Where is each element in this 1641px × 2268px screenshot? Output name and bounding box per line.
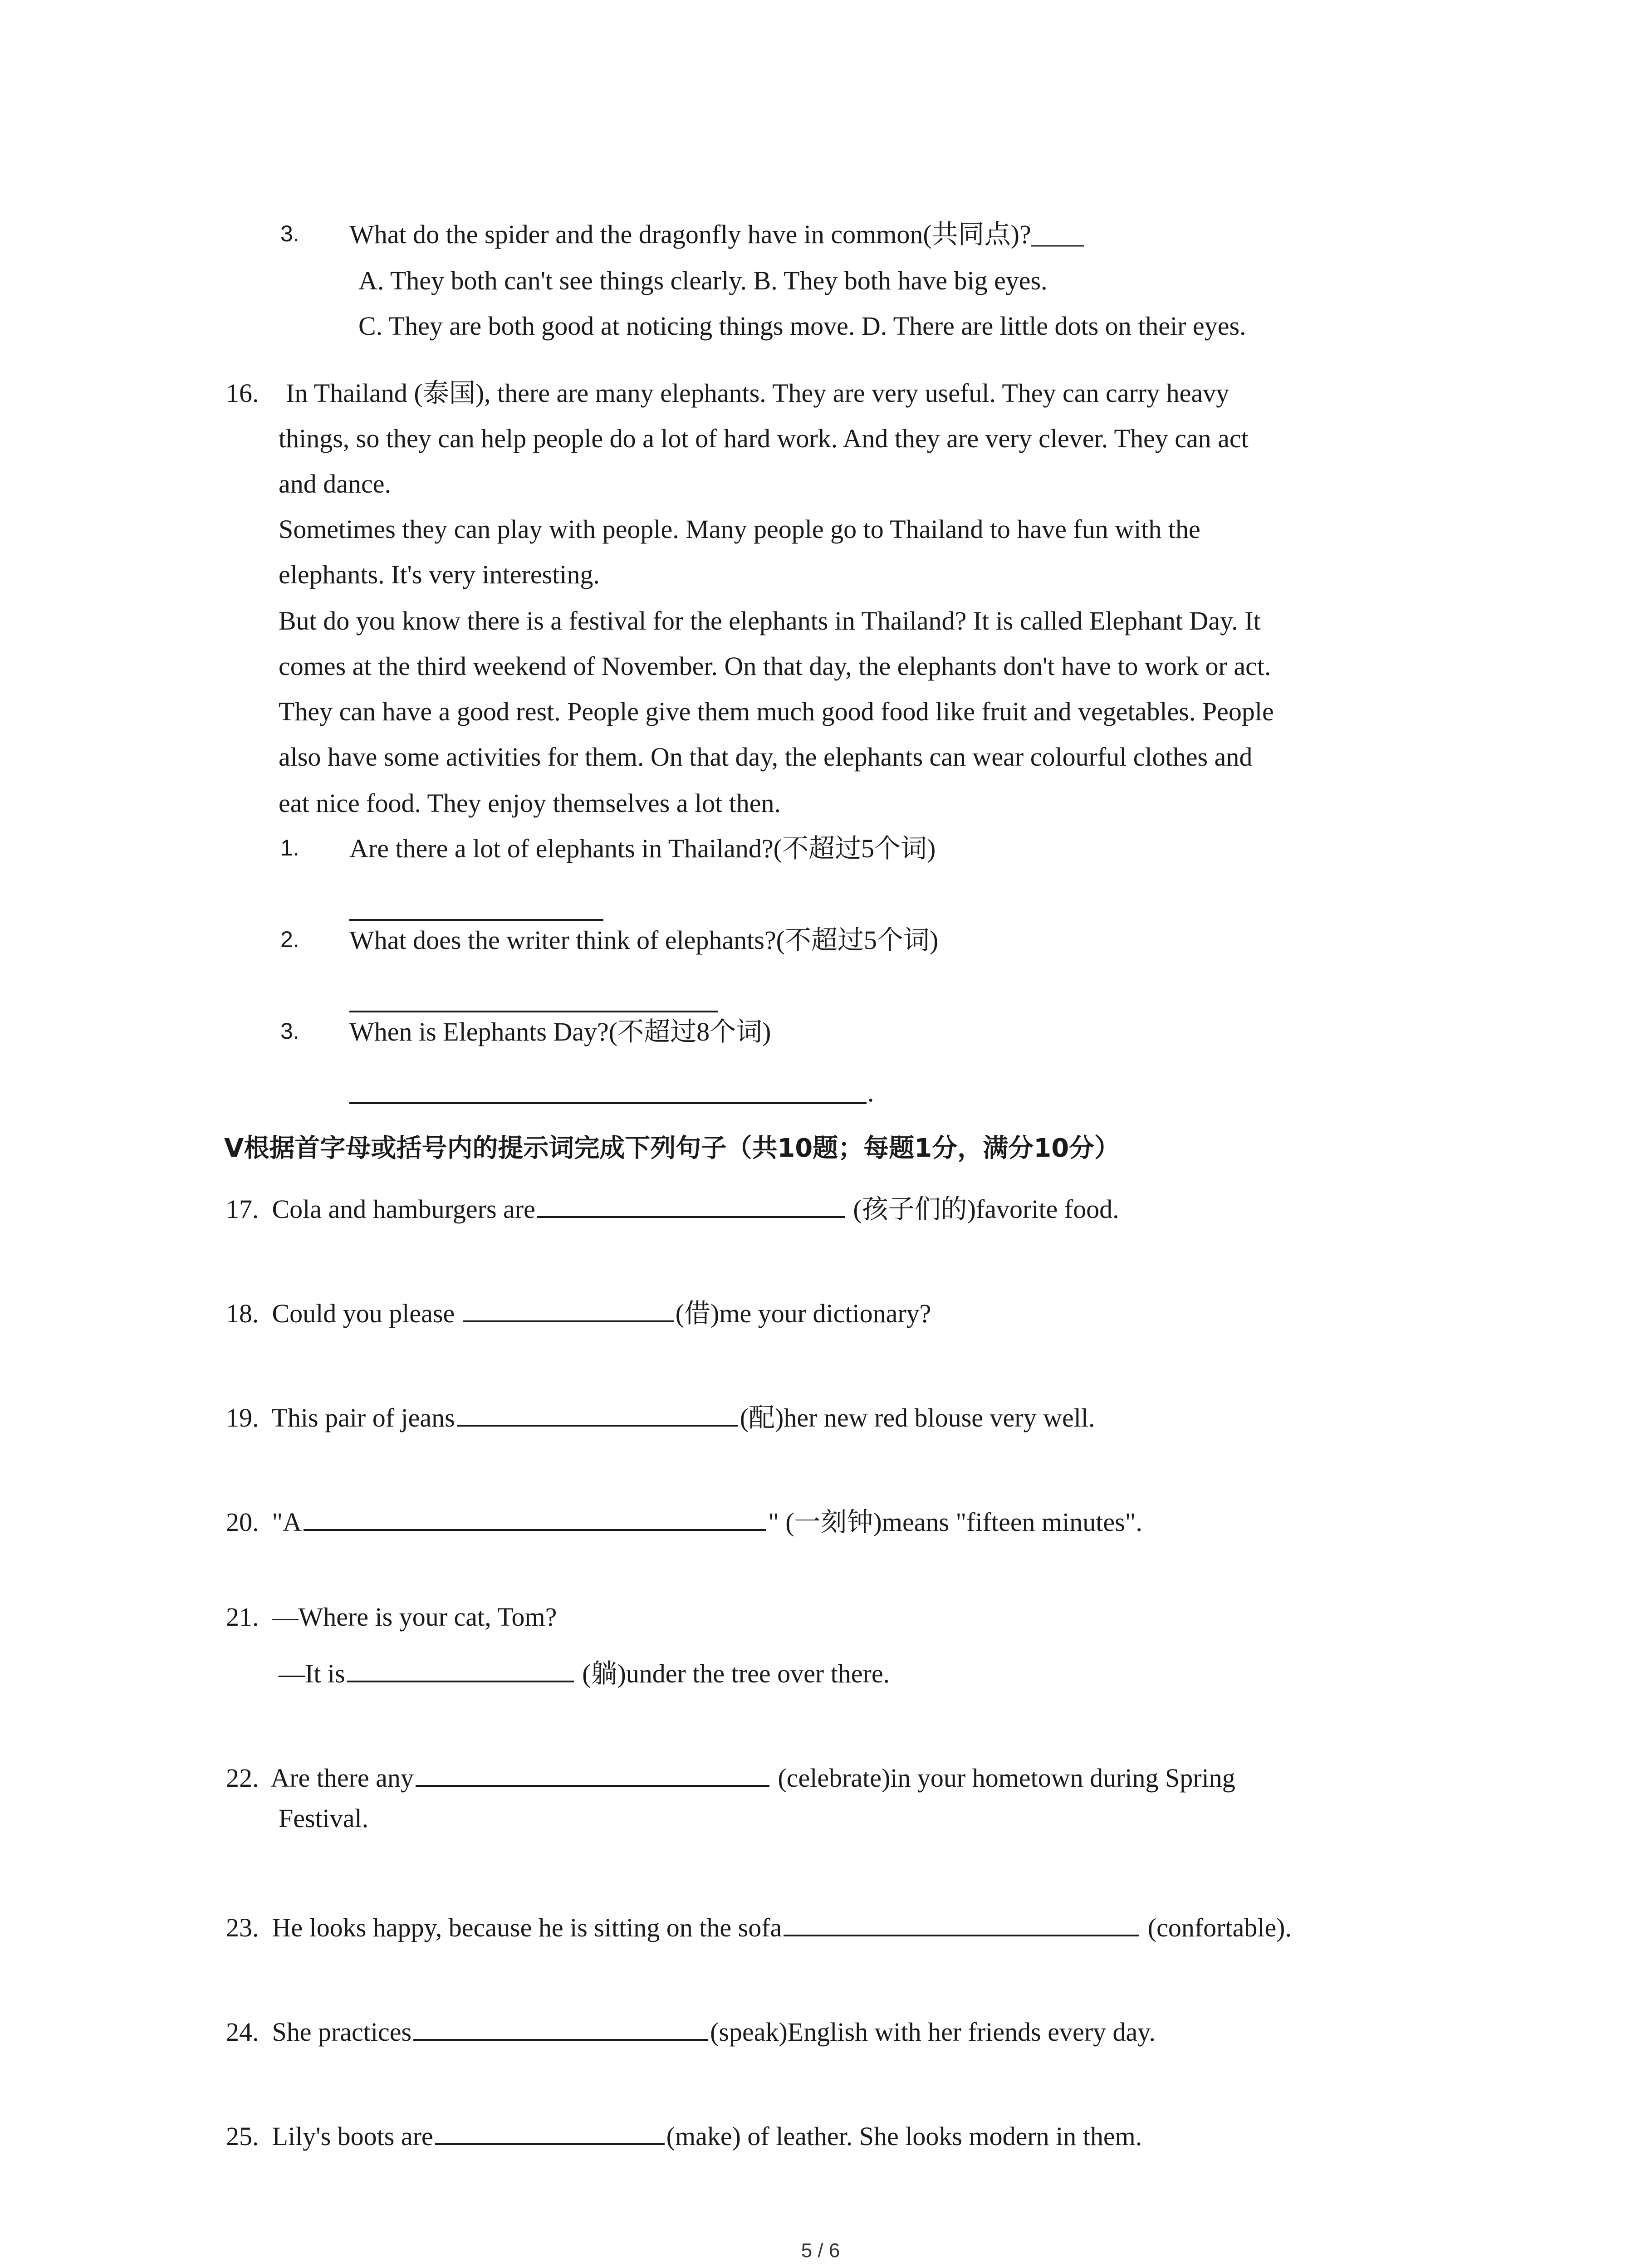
item-text-before: He looks happy, because he is sitting on the sofa [272,1913,782,1943]
item-text-before: Are there any [270,1763,414,1793]
q16-passage-line: eat nice food. They enjoy themselves a lot then. [279,788,781,818]
answer-blank[interactable] [457,1400,738,1427]
item-number: 18. [226,1299,259,1329]
item-number: 23. [226,1913,259,1943]
q16-passage-line: They can have a good rest. People give them much good food like fruit and vegetables. People [279,697,1274,726]
item-text-before: —It is [279,1659,345,1689]
item-text-after: (配)her new red blouse very well. [740,1403,1095,1433]
item-number: 24. [226,2017,259,2047]
item-number: 20. [226,1507,259,1537]
item-text-after: (make) of leather. She looks modern in them. [666,2121,1142,2151]
q16-sub3-number: 3. [280,1018,299,1044]
item-25 [226,2118,1142,2150]
q16-sub2-answer-blank[interactable] [349,1011,718,1012]
item-23 [226,1910,1292,1941]
item-22-continuation: Festival. [279,1804,369,1833]
item-number: 21. [226,1602,259,1632]
item-text-before: "A [272,1507,302,1537]
item-text-after: (speak)English with her friends every day. [710,2017,1156,2047]
item-text-before: Lily's boots are [272,2121,433,2151]
q16-sub1-answer-blank[interactable] [349,919,603,921]
item-text-after: (confortable). [1141,1913,1292,1943]
answer-blank[interactable] [304,1504,766,1531]
item-17 [226,1191,1119,1222]
item-24 [226,2014,1156,2045]
q15-sub3-options-cd: C. They are both good at noticing things move. D. There are little dots on their eyes. [358,311,1246,341]
item-text-before: This pair of jeans [271,1403,455,1433]
item-text-before: Cola and hamburgers are [272,1194,535,1224]
item-number: 17. [226,1194,259,1224]
answer-blank[interactable] [784,1910,1139,1936]
q16-passage-line: elephants. It's very interesting. [279,560,600,589]
item-text-after: (借)me your dictionary? [675,1299,931,1329]
q16-passage-line: comes at the third weekend of November. On that day, the elephants don't have to work or act. [279,651,1271,681]
item-text-after: (孩子们的)favorite food. [846,1194,1119,1224]
item-20 [226,1504,1142,1535]
q16-sub1-question: Are there a lot of elephants in Thailand?(不超过5个词) [349,834,936,863]
item-number: 22. [226,1763,259,1793]
item-number: 19. [226,1403,259,1433]
q16-passage-line: things, so they can help people do a lot of hard work. And they are very clever. They can act [279,424,1249,453]
q16-passage-line: But do you know there is a festival for the elephants in Thailand? It is called Elephant Day. It [279,606,1261,635]
item-text-before: She practices [272,2017,412,2047]
item-text-after: (躺)under the tree over there. [575,1659,890,1689]
q16-sub3-answer-blank[interactable] [349,1102,867,1104]
page-number: 5 / 6 [801,2239,840,2262]
q15-sub3-number: 3. [280,221,299,246]
q15-sub3-question: What do the spider and the dragonfly have in common(共同点)?____ [349,220,1084,249]
item-19 [226,1400,1095,1431]
item-21-response [279,1656,890,1687]
item-21 [226,1604,557,1630]
q16-sub1-number: 1. [280,835,299,860]
q16-sub3-question: When is Elephants Day?(不超过8个词) [349,1017,771,1046]
q16-passage-line: In Thailand (泰国), there are many elephants. They are very useful. They can carry heavy [286,378,1230,408]
q16-number: 16. [226,378,259,408]
q16-sub2-number: 2. [280,927,299,952]
answer-blank[interactable] [537,1191,845,1218]
answer-blank[interactable] [463,1295,674,1322]
item-text-after: " (一刻钟)means "fifteen minutes". [768,1507,1142,1537]
answer-blank[interactable] [435,2118,665,2145]
q16-sub2-question: What does the writer think of elephants?(不超过5个词) [349,925,939,955]
q16-passage-line: also have some activities for them. On that day, the elephants can wear colourful clothes and [279,742,1253,772]
item-text-before: Could you please [272,1299,461,1329]
item-18 [226,1295,931,1327]
item-dialogue-line: —Where is your cat, Tom? [272,1602,557,1632]
q16-sub3-answer-period: . [867,1078,874,1107]
answer-blank[interactable] [347,1656,574,1682]
answer-blank[interactable] [413,2014,708,2041]
item-text-after: (celebrate)in your hometown during Spring [771,1763,1235,1793]
q16-passage-line: and dance. [279,469,391,499]
q16-passage-line: Sometimes they can play with people. Many people go to Thailand to have fun with the [279,514,1200,544]
answer-blank[interactable] [416,1760,769,1787]
item-22 [226,1760,1235,1791]
q15-sub3-options-ab: A. They both can't see things clearly. B. They both have big eyes. [358,266,1048,295]
section-5-header: Ⅴ根据首字母或括号内的提示词完成下列句子（共10题；每题1分，满分10分） [224,1134,1120,1163]
item-number: 25. [226,2121,259,2151]
